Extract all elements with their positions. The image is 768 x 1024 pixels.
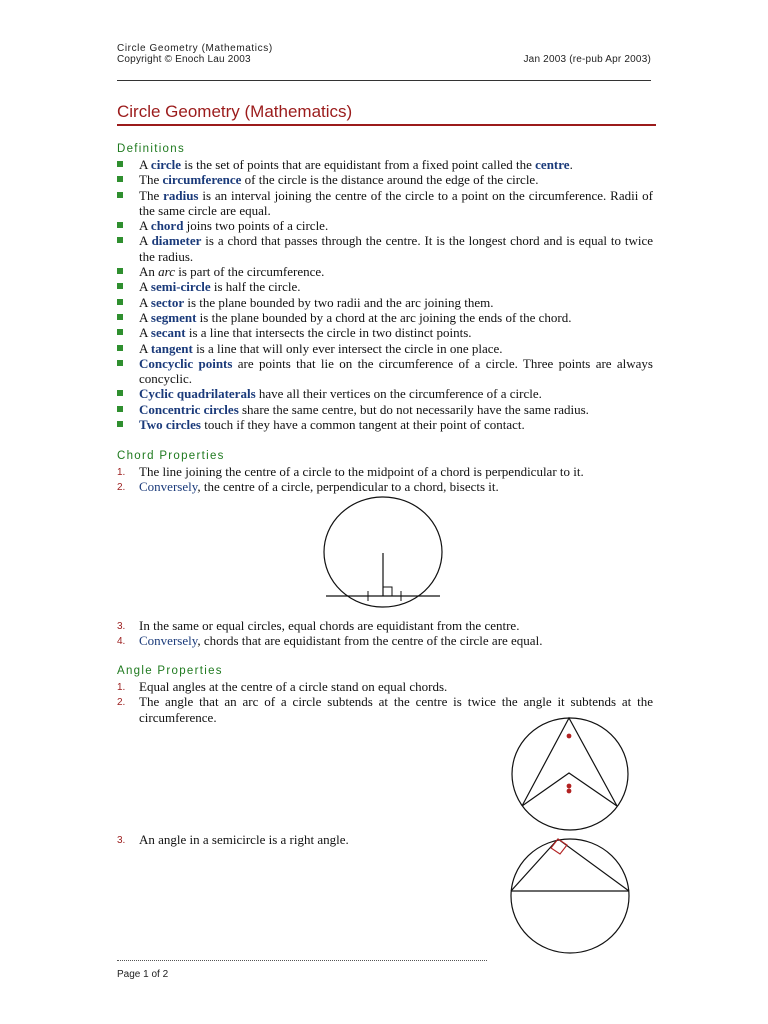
bullet-square-icon [117, 176, 123, 182]
section-heading-definitions: Definitions [117, 143, 185, 155]
bullet-square-icon [117, 406, 123, 412]
running-header-copyright: Copyright © Enoch Lau 2003 [117, 54, 251, 65]
chord-property-item: 4. Conversely, chords that are equidistant from the centre of the circle are equal. [117, 633, 543, 649]
definition-item: A semi-circle is half the circle. [117, 279, 653, 294]
angle-marker-dot [567, 734, 572, 739]
chord-property-item: 3. In the same or equal circles, equal chords are equidistant from the centre. [117, 618, 520, 633]
bullet-square-icon [117, 314, 123, 320]
bullet-square-icon [117, 192, 123, 198]
semicircle-angle-diagram [508, 834, 632, 954]
title-rule [117, 124, 656, 126]
chord-property-item: 2. Conversely, the centre of a circle, perpendicular to a chord, bisects it. [117, 479, 499, 495]
chord-property-item: 1. The line joining the centre of a circle to the midpoint of a chord is perpendicular to it. [117, 464, 584, 479]
bullet-square-icon [117, 283, 123, 289]
definition-item: Two circles touch if they have a common tangent at their point of contact. [117, 417, 653, 432]
section-heading-chord-properties: Chord Properties [117, 450, 225, 462]
definition-item: Concyclic points are points that lie on the circumference of a circle. Three points are always concyclic. [117, 356, 653, 387]
chord-bisector-diagram [322, 496, 444, 610]
page-number: Page 1 of 2 [117, 969, 169, 980]
definition-item: Concentric circles share the same centre, but do not necessarily have the same radius. [117, 402, 653, 417]
right-angle-marker [383, 587, 392, 596]
angle-property-item: 1. Equal angles at the centre of a circle stand on equal chords. [117, 679, 448, 694]
inscribed-angle-lines [511, 839, 629, 891]
footer-rule [117, 960, 487, 961]
running-header-title: Circle Geometry (Mathematics) [117, 43, 273, 54]
bullet-square-icon [117, 390, 123, 396]
angle-marker-dot [567, 784, 572, 789]
bullet-square-icon [117, 345, 123, 351]
definition-item: A circle is the set of points that are equidistant from a fixed point called the centre. [117, 157, 653, 172]
chord-properties-list-a [117, 464, 653, 495]
bullet-square-icon [117, 299, 123, 305]
definition-item: A diameter is a chord that passes through the centre. It is the longest chord and is equal to twice the radius. [117, 233, 653, 264]
section-heading-angle-properties: Angle Properties [117, 665, 223, 677]
angle-property-item: 3. An angle in a semicircle is a right angle. [117, 832, 349, 847]
bullet-square-icon [117, 237, 123, 243]
bullet-square-icon [117, 222, 123, 228]
definition-item: An arc is part of the circumference. [117, 264, 653, 279]
definition-item: A secant is a line that intersects the circle in two distinct points. [117, 325, 653, 340]
definition-item: A segment is the plane bounded by a chord at the arc joining the ends of the chord. [117, 310, 653, 325]
angle-at-centre-diagram [510, 716, 630, 834]
circle-outline [511, 839, 629, 953]
running-header-date: Jan 2003 (re-pub Apr 2003) [523, 54, 651, 65]
definition-item: The circumference of the circle is the distance around the edge of the circle. [117, 172, 653, 187]
bullet-square-icon [117, 421, 123, 427]
header-rule [117, 80, 651, 81]
chord-properties-list-b [117, 618, 653, 649]
definitions-list [117, 157, 653, 432]
bullet-square-icon [117, 161, 123, 167]
angle-marker-dot [567, 789, 572, 794]
page-title: Circle Geometry (Mathematics) [117, 102, 353, 121]
angle-property-item: 2. The angle that an arc of a circle subtends at the centre is twice the angle it subtends at the circumference. [117, 694, 653, 725]
definition-item: Cyclic quadrilaterals have all their vertices on the circumference of a circle. [117, 386, 653, 401]
definition-item: The radius is an interval joining the centre of the circle to a point on the circumference. Radii of the same circle are equal. [117, 188, 653, 219]
bullet-square-icon [117, 329, 123, 335]
bullet-square-icon [117, 360, 123, 366]
definition-item: A tangent is a line that will only ever intersect the circle in one place. [117, 341, 653, 356]
definition-item: A sector is the plane bounded by two radii and the arc joining them. [117, 295, 653, 310]
definition-item: A chord joins two points of a circle. [117, 218, 653, 233]
bullet-square-icon [117, 268, 123, 274]
